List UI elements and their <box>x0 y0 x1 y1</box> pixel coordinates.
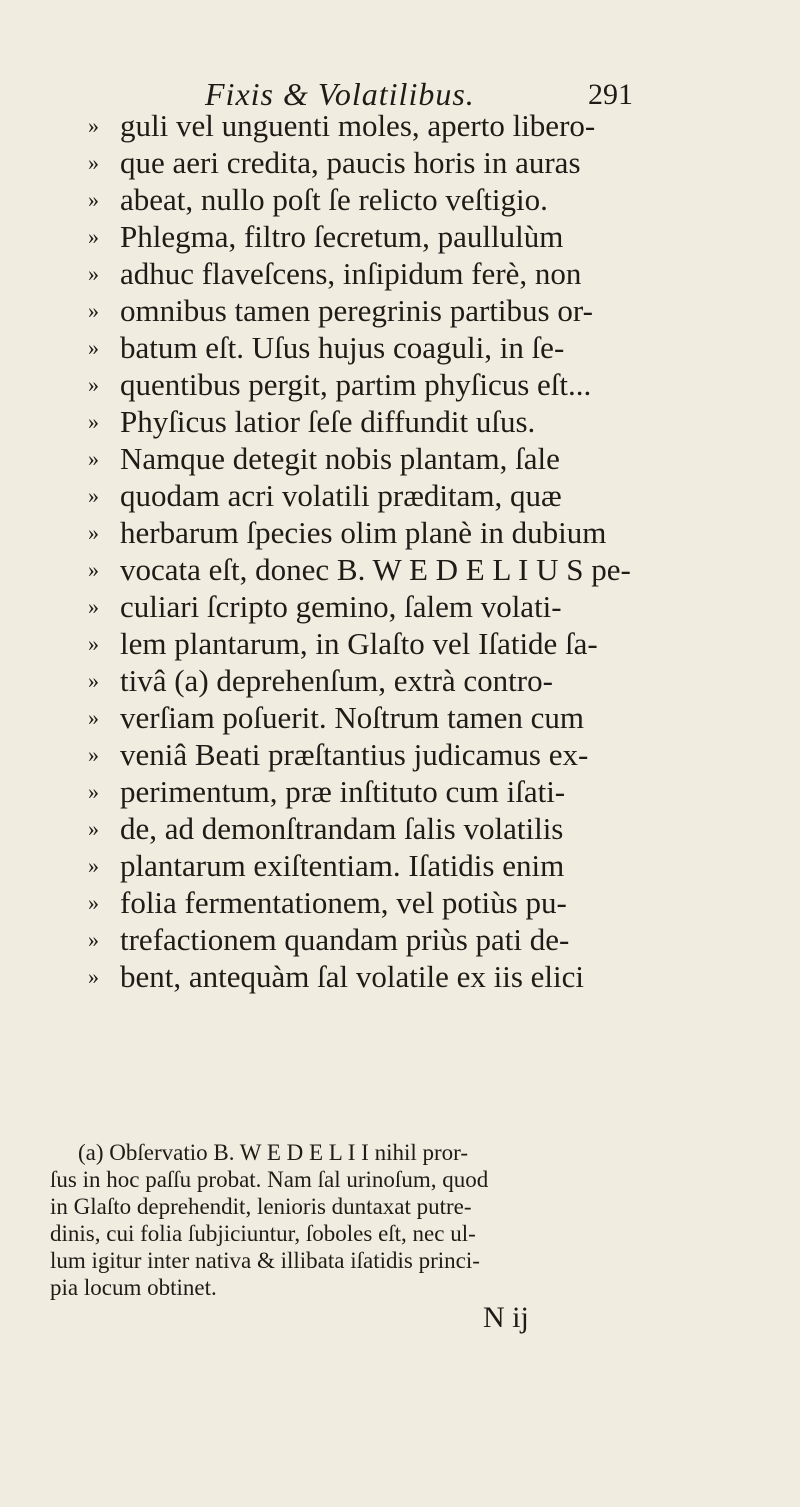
line-text: lem plantarum, in Glaſto vel Iſatide ſa- <box>120 626 598 661</box>
text-line <box>88 329 748 366</box>
page-number: 291 <box>588 78 633 111</box>
text-line <box>88 736 748 773</box>
quote-mark: » <box>88 668 99 693</box>
text-line <box>88 625 748 662</box>
quote-mark: » <box>88 742 99 767</box>
text-line <box>88 847 748 884</box>
quote-mark: » <box>88 890 99 915</box>
line-text: verſiam poſuerit. Noſtrum tamen cum <box>120 700 585 735</box>
line-text: folia fermentationem, vel potiùs pu- <box>120 885 567 920</box>
quote-mark: » <box>88 187 99 212</box>
line-text: batum eſt. Uſus hujus coaguli, in ſe- <box>120 330 565 365</box>
text-line <box>88 588 748 625</box>
line-text: omnibus tamen peregrinis partibus or- <box>120 293 593 328</box>
text-line <box>88 144 748 181</box>
text-line <box>88 440 748 477</box>
text-line <box>88 810 748 847</box>
text-line <box>88 699 748 736</box>
quote-mark: » <box>88 927 99 952</box>
quote-mark: » <box>88 557 99 582</box>
quote-mark: » <box>88 409 99 434</box>
text-line <box>88 662 748 699</box>
line-text: guli vel unguenti moles, aperto libero- <box>120 108 596 143</box>
line-text: abeat, nullo poſt ſe relicto veſtigio. <box>120 182 548 217</box>
quote-mark: » <box>88 224 99 249</box>
quote-mark: » <box>88 372 99 397</box>
quote-mark: » <box>88 520 99 545</box>
text-line <box>88 366 748 403</box>
footnote-line: lum igitur inter nativa & illibata iſatidis princi- <box>50 1248 480 1273</box>
footnote-line: in Glaſto deprehendit, lenioris duntaxat putre- <box>50 1194 472 1219</box>
running-head: Fixis & Volatilibus. <box>205 76 475 112</box>
line-text: tivâ (a) deprehenſum, extrà contro- <box>120 663 553 698</box>
text-line <box>88 884 748 921</box>
quote-mark: » <box>88 631 99 656</box>
text-line <box>88 107 748 144</box>
text-line <box>88 958 748 995</box>
footnote-line: ſus in hoc paſſu probat. Nam ſal urinoſum, quod <box>50 1167 489 1192</box>
line-text: plantarum exiſtentiam. Iſatidis enim <box>120 848 565 883</box>
line-text: Phyſicus latior ſeſe diffundit uſus. <box>120 404 536 439</box>
quote-mark: » <box>88 446 99 471</box>
quote-mark: » <box>88 705 99 730</box>
footnote-line: dinis, cui folia ſubjiciuntur, ſoboles eſt, nec ul- <box>50 1221 476 1246</box>
line-text: veniâ Beati præſtantius judicamus ex- <box>120 737 589 772</box>
text-line <box>88 218 748 255</box>
signature-mark: N ij <box>483 1301 529 1334</box>
quote-mark: » <box>88 483 99 508</box>
line-text: de, ad demonſtrandam ſalis volatilis <box>120 811 564 846</box>
footnote-line: pia locum obtinet. <box>50 1275 217 1300</box>
line-text: culiari ſcripto gemino, ſalem volati- <box>120 589 562 624</box>
line-text: vocata eſt, donec B. W E D E L I U S pe- <box>120 552 631 587</box>
quote-mark: » <box>88 113 99 138</box>
text-line <box>88 181 748 218</box>
quote-mark: » <box>88 816 99 841</box>
quote-mark: » <box>88 261 99 286</box>
text-line <box>88 255 748 292</box>
quote-mark: » <box>88 779 99 804</box>
line-text: bent, antequàm ſal volatile ex iis elici <box>120 959 584 994</box>
quote-mark: » <box>88 335 99 360</box>
text-line <box>88 403 748 440</box>
line-text: Namque detegit nobis plantam, ſale <box>120 441 560 476</box>
text-line <box>88 477 748 514</box>
line-text: adhuc flaveſcens, inſipidum ferè, non <box>120 256 582 291</box>
quote-mark: » <box>88 964 99 989</box>
text-line <box>88 921 748 958</box>
text-line <box>88 773 748 810</box>
quote-mark: » <box>88 594 99 619</box>
line-text: trefactionem quandam priùs pati de- <box>120 922 570 957</box>
line-text: quodam acri volatili præditam, quæ <box>120 478 562 513</box>
quote-mark: » <box>88 150 99 175</box>
text-line <box>88 551 748 588</box>
line-text: quentibus pergit, partim phyſicus eſt... <box>120 367 592 402</box>
quote-mark: » <box>88 298 99 323</box>
footnote-line: (a) Obſervatio B. W E D E L I I nihil pror- <box>78 1140 469 1165</box>
line-text: que aeri credita, paucis horis in auras <box>120 145 581 180</box>
text-line <box>88 514 748 551</box>
line-text: herbarum ſpecies olim planè in dubium <box>120 515 607 550</box>
line-text: Phlegma, filtro ſecretum, paullulùm <box>120 219 564 254</box>
main-text <box>88 107 748 995</box>
text-line <box>88 292 748 329</box>
line-text: perimentum, præ inſtituto cum iſati- <box>120 774 566 809</box>
footnote <box>50 1139 750 1301</box>
quote-mark: » <box>88 853 99 878</box>
